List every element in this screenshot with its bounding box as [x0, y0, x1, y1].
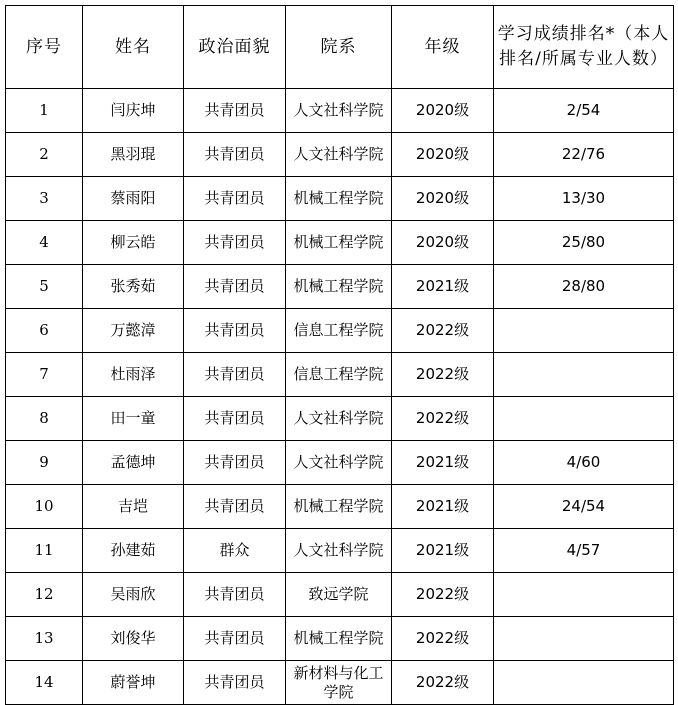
cell-index: 8	[6, 397, 83, 441]
cell-political-status: 共青团员	[184, 353, 286, 397]
student-table	[5, 5, 674, 705]
table-header-row	[6, 6, 674, 89]
cell-index: 12	[6, 573, 83, 617]
cell-political-status: 共青团员	[184, 617, 286, 661]
cell-department: 新材料与化工学院	[286, 661, 392, 705]
cell-index: 11	[6, 529, 83, 573]
cell-name: 孟德坤	[83, 441, 184, 485]
table-row	[6, 309, 674, 353]
cell-political-status: 共青团员	[184, 661, 286, 705]
cell-grade: 2022级	[392, 309, 494, 353]
cell-academic-rank	[494, 617, 674, 661]
header-index: 序号	[6, 6, 83, 89]
cell-political-status: 群众	[184, 529, 286, 573]
cell-name: 万懿漳	[83, 309, 184, 353]
cell-grade: 2020级	[392, 221, 494, 265]
cell-grade: 2022级	[392, 617, 494, 661]
cell-index: 3	[6, 177, 83, 221]
header-department: 院系	[286, 6, 392, 89]
cell-academic-rank: 28/80	[494, 265, 674, 309]
cell-department: 机械工程学院	[286, 485, 392, 529]
cell-academic-rank	[494, 573, 674, 617]
cell-name: 吴雨欣	[83, 573, 184, 617]
cell-name: 张秀茹	[83, 265, 184, 309]
table-row	[6, 617, 674, 661]
cell-political-status: 共青团员	[184, 397, 286, 441]
cell-academic-rank	[494, 397, 674, 441]
cell-academic-rank: 13/30	[494, 177, 674, 221]
cell-name: 蔚誉坤	[83, 661, 184, 705]
cell-grade: 2022级	[392, 397, 494, 441]
cell-academic-rank	[494, 353, 674, 397]
cell-index: 6	[6, 309, 83, 353]
cell-department: 人文社科学院	[286, 529, 392, 573]
table-row	[6, 133, 674, 177]
cell-department: 机械工程学院	[286, 617, 392, 661]
cell-index: 9	[6, 441, 83, 485]
cell-index: 1	[6, 89, 83, 133]
cell-grade: 2020级	[392, 89, 494, 133]
cell-political-status: 共青团员	[184, 133, 286, 177]
cell-department: 致远学院	[286, 573, 392, 617]
cell-index: 2	[6, 133, 83, 177]
cell-academic-rank: 4/57	[494, 529, 674, 573]
cell-grade: 2021级	[392, 265, 494, 309]
cell-index: 7	[6, 353, 83, 397]
cell-political-status: 共青团员	[184, 309, 286, 353]
cell-department: 机械工程学院	[286, 177, 392, 221]
cell-index: 10	[6, 485, 83, 529]
header-academic-rank: 学习成绩排名*（本人排名/所属专业人数）	[494, 6, 674, 89]
table-row	[6, 573, 674, 617]
table-row	[6, 485, 674, 529]
cell-department: 人文社科学院	[286, 133, 392, 177]
cell-index: 5	[6, 265, 83, 309]
cell-index: 4	[6, 221, 83, 265]
cell-grade: 2020级	[392, 133, 494, 177]
cell-grade: 2021级	[392, 441, 494, 485]
cell-name: 孙建茹	[83, 529, 184, 573]
cell-department: 人文社科学院	[286, 89, 392, 133]
table-row	[6, 221, 674, 265]
cell-grade: 2022级	[392, 661, 494, 705]
header-grade: 年级	[392, 6, 494, 89]
cell-name: 吉垲	[83, 485, 184, 529]
cell-department: 人文社科学院	[286, 397, 392, 441]
cell-department: 人文社科学院	[286, 441, 392, 485]
cell-political-status: 共青团员	[184, 441, 286, 485]
cell-name: 闫庆坤	[83, 89, 184, 133]
cell-grade: 2020级	[392, 177, 494, 221]
header-political-status: 政治面貌	[184, 6, 286, 89]
cell-department: 机械工程学院	[286, 221, 392, 265]
table-row	[6, 89, 674, 133]
cell-academic-rank: 2/54	[494, 89, 674, 133]
cell-name: 杜雨泽	[83, 353, 184, 397]
cell-political-status: 共青团员	[184, 485, 286, 529]
cell-academic-rank	[494, 661, 674, 705]
header-name: 姓名	[83, 6, 184, 89]
cell-department: 信息工程学院	[286, 353, 392, 397]
cell-index: 14	[6, 661, 83, 705]
table-row	[6, 353, 674, 397]
table-body	[6, 89, 674, 705]
table-row	[6, 529, 674, 573]
cell-grade: 2021级	[392, 485, 494, 529]
cell-academic-rank: 4/60	[494, 441, 674, 485]
cell-name: 柳云皓	[83, 221, 184, 265]
cell-political-status: 共青团员	[184, 573, 286, 617]
table-row	[6, 441, 674, 485]
cell-name: 田一童	[83, 397, 184, 441]
cell-political-status: 共青团员	[184, 177, 286, 221]
cell-grade: 2022级	[392, 353, 494, 397]
cell-name: 蔡雨阳	[83, 177, 184, 221]
cell-academic-rank: 22/76	[494, 133, 674, 177]
cell-political-status: 共青团员	[184, 265, 286, 309]
cell-name: 黑羽琨	[83, 133, 184, 177]
cell-name: 刘俊华	[83, 617, 184, 661]
table-row	[6, 177, 674, 221]
cell-academic-rank: 25/80	[494, 221, 674, 265]
cell-grade: 2022级	[392, 573, 494, 617]
cell-academic-rank	[494, 309, 674, 353]
table-row	[6, 397, 674, 441]
cell-grade: 2021级	[392, 529, 494, 573]
table-row	[6, 661, 674, 705]
cell-political-status: 共青团员	[184, 89, 286, 133]
cell-academic-rank: 24/54	[494, 485, 674, 529]
cell-index: 13	[6, 617, 83, 661]
cell-department: 机械工程学院	[286, 265, 392, 309]
cell-department: 信息工程学院	[286, 309, 392, 353]
cell-political-status: 共青团员	[184, 221, 286, 265]
table-row	[6, 265, 674, 309]
